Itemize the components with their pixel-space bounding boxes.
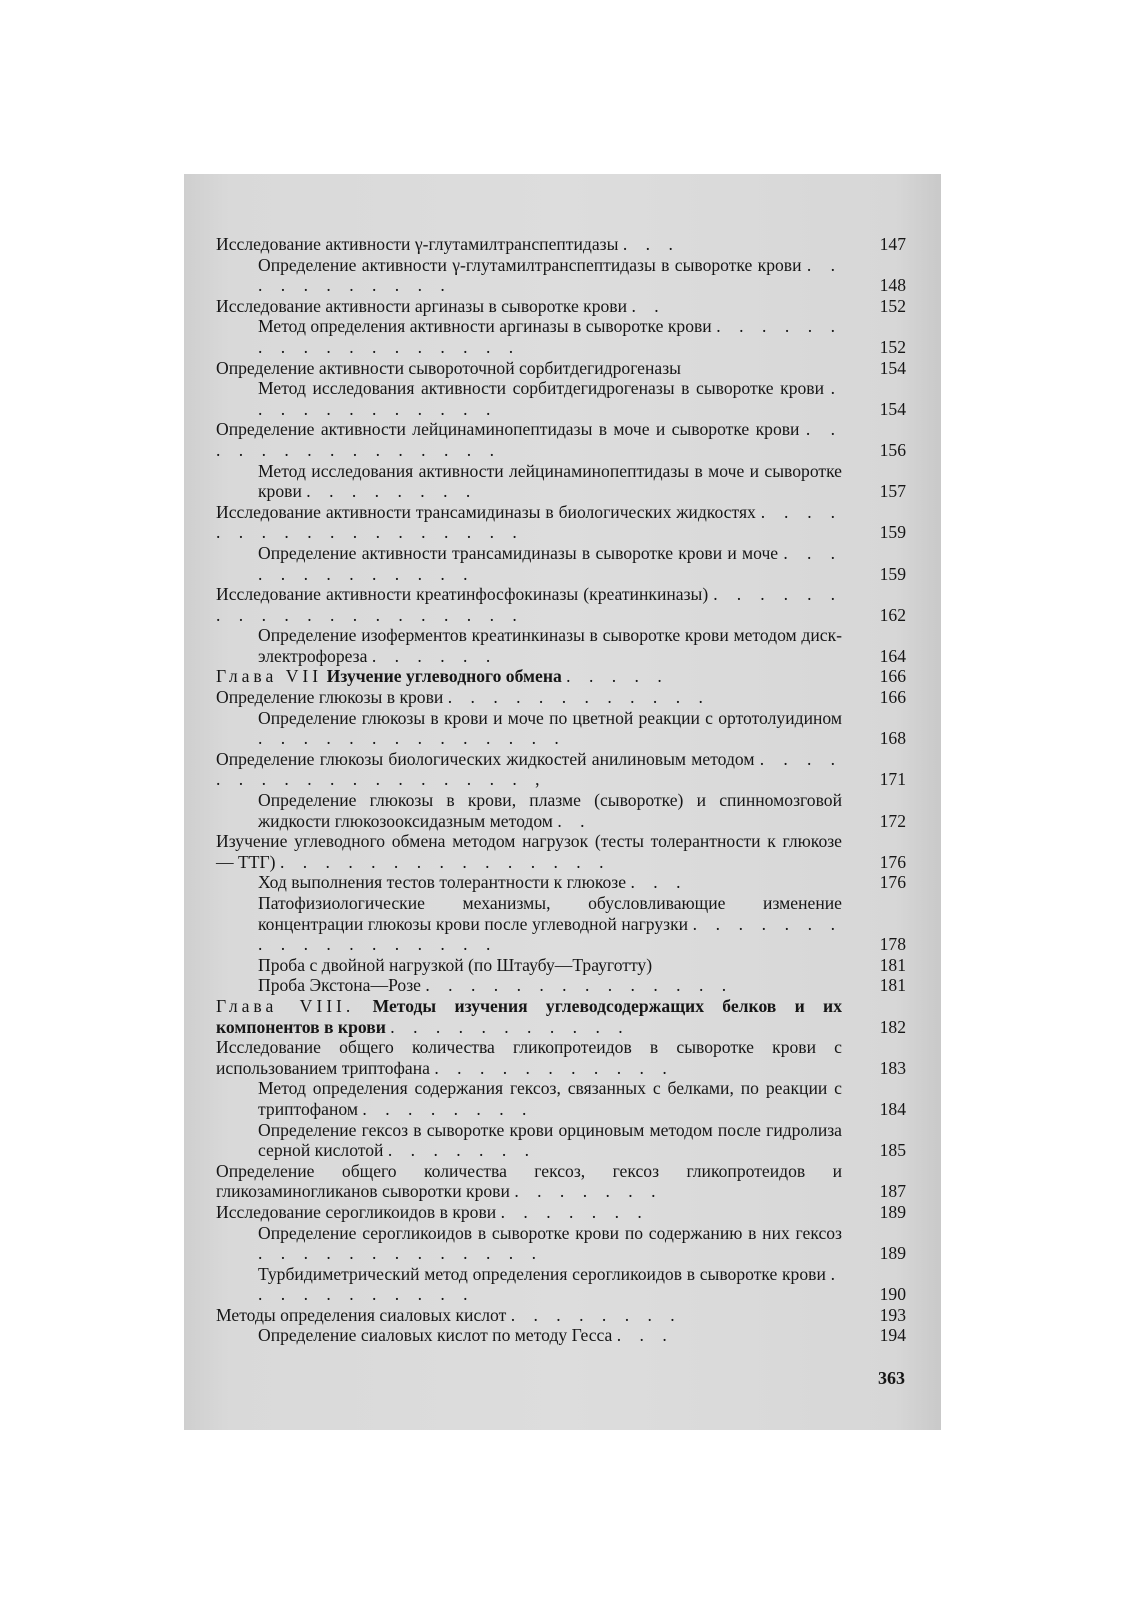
toc-entry-title: Метод определения содержания гексоз, связанных с белками, по реакции с триптофаном bbox=[258, 1078, 842, 1119]
toc-entry bbox=[216, 975, 906, 996]
toc-page-number: 156 bbox=[879, 439, 906, 460]
toc-page-number: 154 bbox=[879, 357, 906, 378]
dot-leader: . . . . . . . . . . . . bbox=[258, 378, 842, 419]
dot-leader: . . . . . . . . . . . . . . . bbox=[279, 851, 611, 872]
dot-leader: . . . . . . . . . . . . . . bbox=[425, 975, 734, 996]
toc-entry-title: Патофизиологические механизмы, обусловливающие изменение концентрации глюкозы крови после углеводной нагрузки bbox=[258, 893, 842, 934]
toc-chapter-entry bbox=[216, 666, 906, 687]
toc-entry bbox=[216, 234, 906, 255]
toc-page-number: 181 bbox=[879, 975, 906, 996]
toc-entry-title: Исследование активности креатинфосфокиназы (креатинкиназы) bbox=[216, 584, 709, 605]
toc-page-number: 147 bbox=[879, 234, 906, 254]
toc-page-number: 184 bbox=[879, 1098, 906, 1119]
toc-entry bbox=[216, 831, 906, 872]
dot-leader: . . . . . . . . . . . . . . . . . . bbox=[258, 316, 842, 357]
toc-entry-title: Исследование активности γ-глутамилтранспептидазы bbox=[216, 234, 619, 254]
toc-entry bbox=[216, 1325, 906, 1346]
toc-page-number: 185 bbox=[879, 1140, 906, 1161]
toc-entry bbox=[216, 749, 906, 790]
toc-chapter-entry bbox=[216, 996, 906, 1037]
toc-entry-title: Метод определения активности аргиназы в сыворотке крови bbox=[258, 316, 712, 337]
toc-page-number: 159 bbox=[879, 522, 906, 543]
toc-entry bbox=[216, 461, 906, 502]
toc-entry-title: Изучение углеводного обмена методом нагрузок (тесты толерантности к глюкозе — ТТГ) bbox=[216, 831, 842, 872]
chapter-prefix: Глава VIII. bbox=[216, 995, 355, 1016]
toc-entry bbox=[216, 1037, 906, 1078]
toc-entry-title: Проба Экстона—Розе bbox=[258, 975, 421, 996]
toc-entry bbox=[216, 955, 906, 976]
toc-page-number: 176 bbox=[879, 851, 906, 872]
dot-leader: . . . . . . . . . . . . . . . . . . bbox=[258, 913, 842, 955]
toc-entry bbox=[216, 1202, 906, 1223]
dot-leader: . . . . . . . . bbox=[510, 1304, 682, 1325]
toc-entry bbox=[216, 1305, 906, 1326]
toc-entry-title: Метод исследования активности сорбитдегидрогеназы в сыворотке крови bbox=[258, 378, 825, 399]
toc-entry bbox=[216, 358, 906, 379]
toc-entry bbox=[216, 872, 906, 893]
toc-entry-title: Определение гексоз в сыворотке крови орциновым методом после гидролиза серной кислотой bbox=[258, 1119, 842, 1161]
dot-leader: . . . . . . bbox=[371, 645, 498, 666]
dot-leader: . . . . . . . . . . . . . bbox=[258, 1243, 543, 1264]
table-of-contents bbox=[216, 234, 906, 1346]
dot-leader: . . . . . . . . . . . . . . . . . . bbox=[216, 501, 842, 543]
dot-leader: . . . . . . . bbox=[387, 1140, 537, 1161]
toc-entry-title: Исследование активности аргиназы в сыворотке крови bbox=[216, 295, 628, 316]
toc-entry-title: Определение изоферментов креатинкиназы в сыворотке крови методом диск-электрофореза bbox=[258, 625, 842, 666]
toc-entry-title: Определение общего количества гексоз, гексоз гликопротеидов и гликозаминогликанов сыворотки крови bbox=[216, 1160, 842, 1202]
toc-page-number: 194 bbox=[879, 1325, 906, 1346]
toc-entry bbox=[216, 708, 906, 749]
toc-entry-title: Исследование общего количества гликопротеидов в сыворотке крови с использованием триптофана bbox=[216, 1037, 842, 1078]
dot-leader: . . bbox=[557, 810, 592, 831]
toc-page-number: 182 bbox=[879, 1016, 906, 1037]
toc-page-number: 183 bbox=[879, 1057, 906, 1078]
toc-page-number: 171 bbox=[879, 769, 906, 790]
toc-entry-title: Определение глюкозы в крови и моче по цветной реакции с ортотолуидином bbox=[258, 707, 842, 728]
dot-leader: . . . bbox=[630, 872, 688, 893]
dot-leader: . . . . . . . . . . . . . . bbox=[258, 728, 566, 749]
toc-entry bbox=[216, 543, 906, 584]
toc-entry bbox=[216, 1161, 906, 1202]
dot-leader: . . . . . . . . . . . . bbox=[447, 687, 710, 708]
dot-leader: . . . . . . . bbox=[514, 1181, 663, 1202]
toc-entry bbox=[216, 584, 906, 625]
toc-entry bbox=[216, 893, 906, 955]
dot-leader: . . . . . . . . . . . . . . . bbox=[216, 419, 842, 460]
toc-entry-title: Определение активности трансамидиназы в сыворотке крови и моче bbox=[258, 542, 779, 563]
dot-leader: . . . bbox=[622, 234, 680, 254]
page-number: 363 bbox=[878, 1368, 905, 1388]
toc-page-number: 181 bbox=[879, 954, 906, 975]
toc-page-number: 166 bbox=[879, 666, 906, 687]
toc-entry-title: Турбидиметрический метод определения серогликоидов в сыворотке крови bbox=[258, 1263, 826, 1284]
toc-entry bbox=[216, 378, 906, 419]
toc-entry-title: Исследование серогликоидов в крови bbox=[216, 1201, 497, 1222]
dot-leader: . . . . . . . . . . . . . . . . . . . . bbox=[216, 584, 842, 625]
toc-entry bbox=[216, 1264, 906, 1305]
toc-page-number: 154 bbox=[879, 398, 906, 419]
toc-entry-title: Методы изучения углеводсодержащих белков и их компонентов в крови bbox=[216, 995, 842, 1037]
dot-leader: . . . . . . . . . . . bbox=[390, 1016, 630, 1037]
toc-page-number: 172 bbox=[879, 810, 906, 831]
toc-entry bbox=[216, 502, 906, 543]
toc-page-number: 168 bbox=[879, 728, 906, 749]
toc-page-number: 166 bbox=[879, 687, 906, 708]
toc-entry-title: Определение активности γ-глутамилтранспептидазы в сыворотке крови bbox=[258, 254, 802, 275]
toc-entry-title: Определение глюкозы в крови, плазме (сыворотке) и спинномозговой жидкости глюкозооксидазным методом bbox=[258, 790, 842, 831]
dot-leader: . . . bbox=[616, 1325, 674, 1346]
toc-entry bbox=[216, 1120, 906, 1161]
toc-entry-title: Определение активности сывороточной сорбитдегидрогеназы bbox=[216, 357, 681, 378]
toc-entry bbox=[216, 1078, 906, 1119]
chapter-prefix: Глава VII bbox=[216, 666, 323, 687]
dot-leader: . . . . . . . . . . . bbox=[434, 1057, 674, 1078]
dot-leader: . . . . . . . . bbox=[306, 481, 478, 502]
toc-page-number: 152 bbox=[879, 336, 906, 357]
toc-entry-title: Исследование активности трансамидиназы в биологических жидкостях bbox=[216, 501, 756, 522]
toc-page-number: 157 bbox=[879, 481, 906, 502]
toc-entry bbox=[216, 296, 906, 317]
toc-page-number: 152 bbox=[879, 295, 906, 316]
toc-entry bbox=[216, 790, 906, 831]
toc-page-number: 187 bbox=[879, 1181, 906, 1202]
dot-leader: . . . . . . . . . . . . . . . . . . , bbox=[216, 748, 842, 790]
dot-leader: . . . . . . . . . . . bbox=[258, 1263, 842, 1305]
toc-entry-title: Ход выполнения тестов толерантности к глюкозе bbox=[258, 872, 627, 893]
dot-leader: . . . . . bbox=[566, 666, 669, 687]
dot-leader: . . . . . . . . . . . . . bbox=[258, 542, 843, 584]
toc-entry bbox=[216, 687, 906, 708]
toc-entry-title: Методы определения сиаловых кислот bbox=[216, 1304, 507, 1325]
toc-page-number: 159 bbox=[879, 563, 906, 584]
toc-page-number: 189 bbox=[879, 1243, 906, 1264]
toc-entry bbox=[216, 625, 906, 666]
toc-entry-title: Проба с двойной нагрузкой (по Штаубу—Трауготту) bbox=[258, 954, 653, 975]
toc-page-number: 162 bbox=[879, 604, 906, 625]
toc-entry bbox=[216, 1223, 906, 1264]
toc-entry-title: Метод исследования активности лейцинаминопептидазы в моче и сыворотке крови bbox=[258, 460, 842, 502]
toc-entry-title: Определение глюкозы в крови bbox=[216, 687, 444, 708]
toc-page-number: 190 bbox=[879, 1284, 906, 1305]
toc-page-number: 148 bbox=[879, 275, 906, 296]
toc-page-number: 178 bbox=[879, 934, 906, 955]
toc-entry bbox=[216, 316, 906, 357]
dot-leader: . . . . . . . . . . . bbox=[258, 254, 842, 296]
toc-page-number: 189 bbox=[879, 1201, 906, 1222]
toc-entry-title: Определение активности лейцинаминопептидазы в моче и сыворотке крови bbox=[216, 419, 800, 440]
toc-entry bbox=[216, 255, 906, 296]
toc-entry bbox=[216, 419, 906, 460]
toc-entry-title: Определение глюкозы биологических жидкостей анилиновым методом bbox=[216, 748, 755, 769]
toc-page-number: 164 bbox=[879, 645, 906, 666]
toc-entry-title: Определение серогликоидов в сыворотке крови по содержанию в них гексоз bbox=[258, 1222, 842, 1243]
toc-page-number: 176 bbox=[879, 872, 906, 893]
toc-entry-title: Определение сиаловых кислот по методу Гесса bbox=[258, 1325, 613, 1346]
toc-entry-title: Изучение углеводного обмена bbox=[326, 666, 562, 687]
dot-leader: . . bbox=[631, 295, 666, 316]
dot-leader: . . . . . . . bbox=[500, 1201, 649, 1222]
dot-leader: . . . . . . . . bbox=[362, 1098, 534, 1119]
toc-page-number: 193 bbox=[879, 1304, 906, 1325]
